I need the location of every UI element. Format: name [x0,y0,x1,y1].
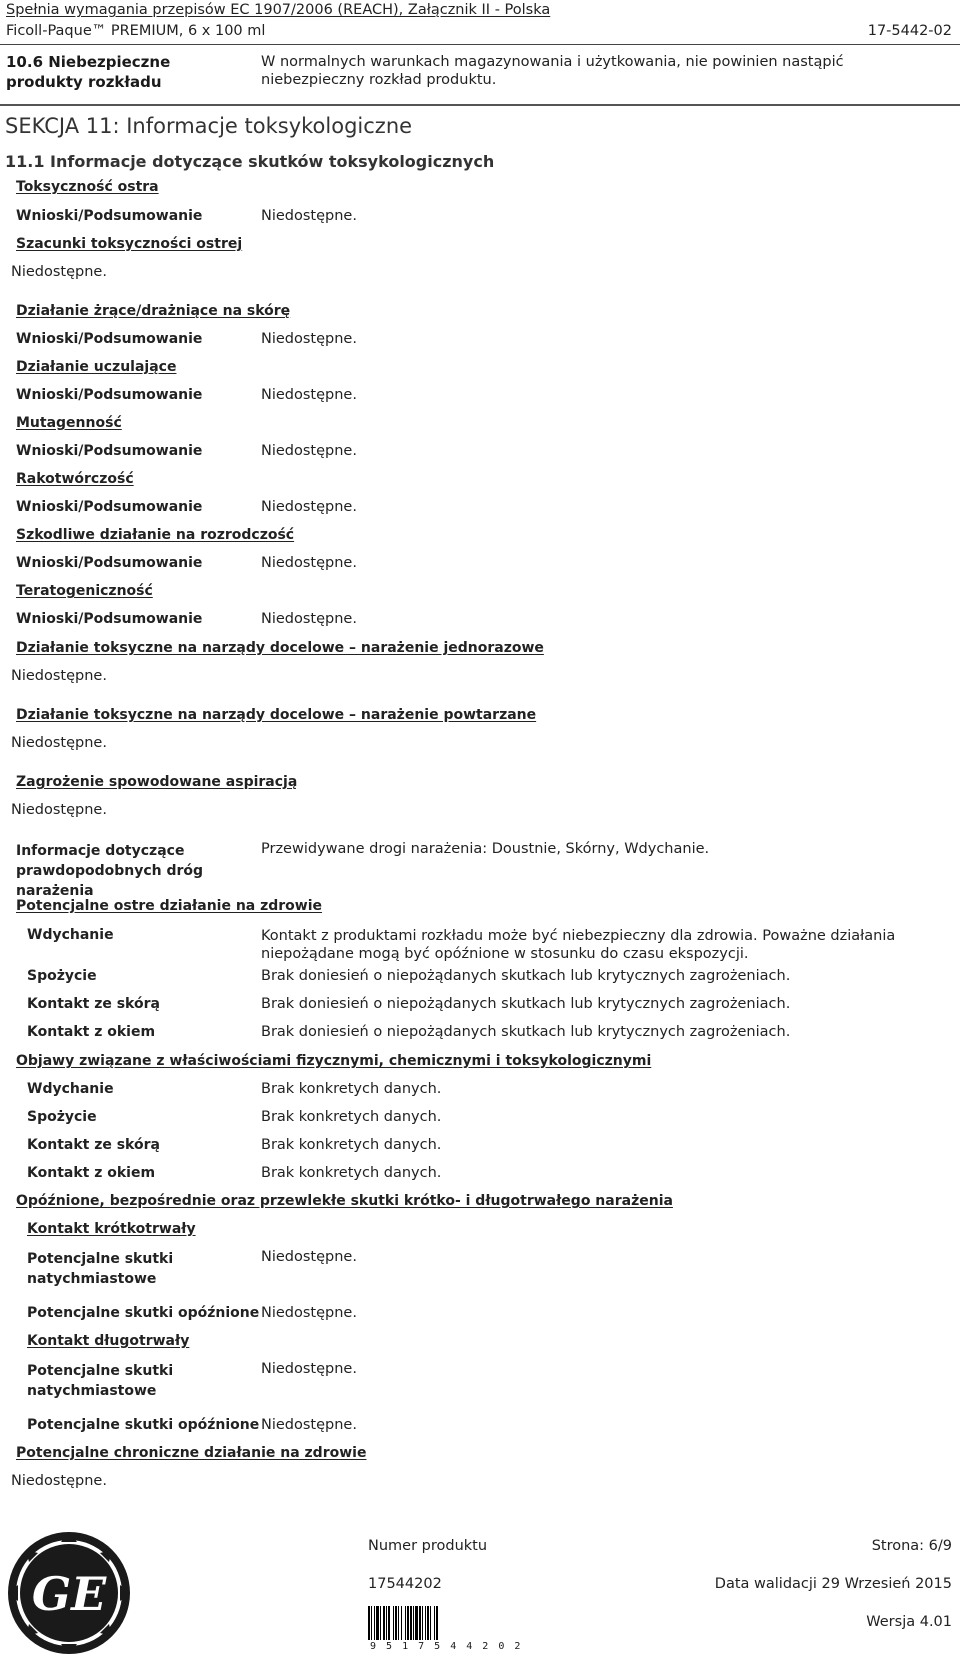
barcode-bar [388,1606,390,1640]
barcode [368,1606,523,1654]
long-immediate-label: Potencjalne skutki natychmiastowe [27,1363,174,1399]
summary-value: Niedostępne. [261,208,357,224]
acute-ingestion-value: Brak doniesień o niepożądanych skutkach lub krytycznych zagrożeniach. [261,968,791,984]
barcode-bar [415,1606,418,1640]
section-11-1-title: 11.1 Informacje dotyczące skutków toksykologicznych [5,152,495,171]
barcode-bar [383,1606,385,1640]
section-10-6-text: W normalnych warunkach magazynowania i użytkowania, nie powinien nastąpić niebezpieczny rozkład produktu. [261,54,844,88]
barcode-bar [386,1606,387,1640]
regulation-header: Spełnia wymagania przepisów EC 1907/2006 (REACH), Załącznik II - Polska [6,2,551,18]
barcode-bar [434,1606,435,1640]
aspiration-value: Niedostępne. [11,802,107,818]
symptoms-heading: Objawy związane z właściwościami fizycznymi, chemicznymi i toksykologicznymi [16,1053,652,1069]
symptoms-eye-value: Brak konkretych danych. [261,1165,442,1181]
acute-estimates-value: Niedostępne. [11,264,107,280]
header-divider [0,44,960,45]
barcode-bar [374,1606,375,1640]
barcode-bar [425,1606,426,1640]
barcode-bar [371,1606,372,1640]
chronic-effects-heading: Potencjalne chroniczne działanie na zdrowie [16,1445,367,1461]
barcode-bar [393,1606,394,1640]
ge-logo [6,1530,132,1656]
symptoms-inhalation-value: Brak konkretych danych. [261,1081,442,1097]
section-10-6-label: 10.6 Niebezpieczne produkty rozkładu [6,53,171,91]
stot-repeated-value: Niedostępne. [11,735,107,751]
symptoms-skin-label: Kontakt ze skórą [27,1137,160,1153]
summary-label: Wnioski/Podsumowanie [16,555,203,571]
acute-skin-label: Kontakt ze skórą [27,996,160,1012]
summary-label: Wnioski/Podsumowanie [16,387,203,403]
sensitization-heading: Działanie uczulające [16,359,177,375]
long-delayed-label: Potencjalne skutki opóźnione [27,1417,260,1433]
long-term-heading: Kontakt długotrwały [27,1333,190,1349]
summary-label: Wnioski/Podsumowanie [16,331,203,347]
validation-date: Data walidacji 29 Wrzesień 2015 [714,1576,952,1592]
acute-inhalation-label: Wdychanie [27,927,114,943]
skin-corrosion-heading: Działanie żrące/drażniące na skórę [16,303,291,319]
summary-label: Wnioski/Podsumowanie [16,611,203,627]
short-immediate-value: Niedostępne. [261,1249,357,1265]
barcode-bar [413,1606,414,1640]
summary-value: Niedostępne. [261,331,357,347]
short-term-heading: Kontakt krótkotrwały [27,1221,196,1237]
summary-value: Niedostępne. [261,387,357,403]
chronic-effects-value: Niedostępne. [11,1473,107,1489]
product-code: 17-5442-02 [867,23,952,39]
barcode-bars [368,1606,494,1640]
acute-skin-value: Brak doniesień o niepożądanych skutkach lub krytycznych zagrożeniach. [261,996,791,1012]
symptoms-eye-label: Kontakt z okiem [27,1165,156,1181]
summary-label: Wnioski/Podsumowanie [16,208,203,224]
acute-estimates-heading: Szacunki toksyczności ostrej [16,236,243,252]
short-immediate-label: Potencjalne skutki natychmiastowe [27,1251,174,1287]
stot-single-heading: Działanie toksyczne na narządy docelowe – narażenie jednorazowe [16,640,544,656]
long-immediate-value: Niedostępne. [261,1361,357,1377]
long-delayed-value: Niedostępne. [261,1417,357,1433]
short-delayed-value: Niedostępne. [261,1305,357,1321]
summary-value: Niedostępne. [261,555,357,571]
symptoms-ingestion-label: Spożycie [27,1109,97,1125]
ge-logo-icon [6,1530,132,1656]
barcode-bar [427,1606,429,1640]
teratogenicity-heading: Teratogeniczność [16,583,153,599]
short-delayed-label: Potencjalne skutki opóźnione [27,1305,260,1321]
aspiration-heading: Zagrożenie spowodowane aspiracją [16,774,298,790]
acute-ingestion-label: Spożycie [27,968,97,984]
barcode-bar [419,1606,421,1640]
barcode-bar [380,1606,381,1640]
acute-eye-label: Kontakt z okiem [27,1024,156,1040]
svg-text:GE: GE [31,1567,107,1621]
summary-value: Niedostępne. [261,499,357,515]
stot-repeated-heading: Działanie toksyczne na narządy docelowe – narażenie powtarzane [16,707,537,723]
summary-label: Wnioski/Podsumowanie [16,443,203,459]
barcode-bar [401,1606,402,1640]
product-name: Ficoll-Paque™ PREMIUM, 6 x 100 ml [6,23,266,39]
acute-toxicity-heading: Toksyczność ostra [16,179,159,195]
version: Wersja 4.01 [866,1614,952,1630]
reproductive-toxicity-heading: Szkodliwe działanie na rozrodczość [16,527,295,543]
acute-effects-heading: Potencjalne ostre działanie na zdrowie [16,898,323,914]
summary-value: Niedostępne. [261,611,357,627]
symptoms-inhalation-label: Wdychanie [27,1081,114,1097]
barcode-bar [398,1606,399,1640]
barcode-bar [368,1606,370,1640]
barcode-bar [422,1606,423,1640]
barcode-bar [395,1606,397,1640]
barcode-digits: 9 5 1 7 5 4 4 2 0 2 [370,1641,523,1652]
page-number: Strona: 6/9 [871,1538,952,1554]
carcinogenicity-heading: Rakotwórczość [16,471,134,487]
barcode-bar [405,1606,406,1640]
mutagenicity-heading: Mutagenność [16,415,122,431]
stot-single-value: Niedostępne. [11,668,107,684]
section-11-title: SEKCJA 11: Informacje toksykologiczne [5,114,413,138]
symptoms-ingestion-value: Brak konkretych danych. [261,1109,442,1125]
exposure-routes-value: Przewidywane drogi narażenia: Doustnie, Skórny, Wdychanie. [261,841,710,857]
barcode-bar [430,1606,431,1640]
symptoms-skin-value: Brak konkretych danych. [261,1137,442,1153]
barcode-bar [410,1606,412,1640]
product-number: 17544202 [368,1576,442,1592]
barcode-bar [407,1606,409,1640]
exposure-routes-label: Informacje dotyczące prawdopodobnych dróg narażenia [16,843,204,899]
barcode-bar [436,1606,438,1640]
acute-inhalation-value: Kontakt z produktami rozkładu może być niebezpieczny dla zdrowia. Poważne działania niepożądane mogą być opóźnione w stosunku do czasu ekspozycji. [261,928,896,962]
acute-eye-value: Brak doniesień o niepożądanych skutkach lub krytycznych zagrożeniach. [261,1024,791,1040]
delayed-effects-heading: Opóźnione, bezpośrednie oraz przewlekłe skutki krótko- i długotrwałego narażenia [16,1193,673,1209]
summary-label: Wnioski/Podsumowanie [16,499,203,515]
summary-value: Niedostępne. [261,443,357,459]
product-number-label: Numer produktu [368,1538,488,1554]
section-divider [0,104,960,106]
barcode-bar [376,1606,379,1640]
